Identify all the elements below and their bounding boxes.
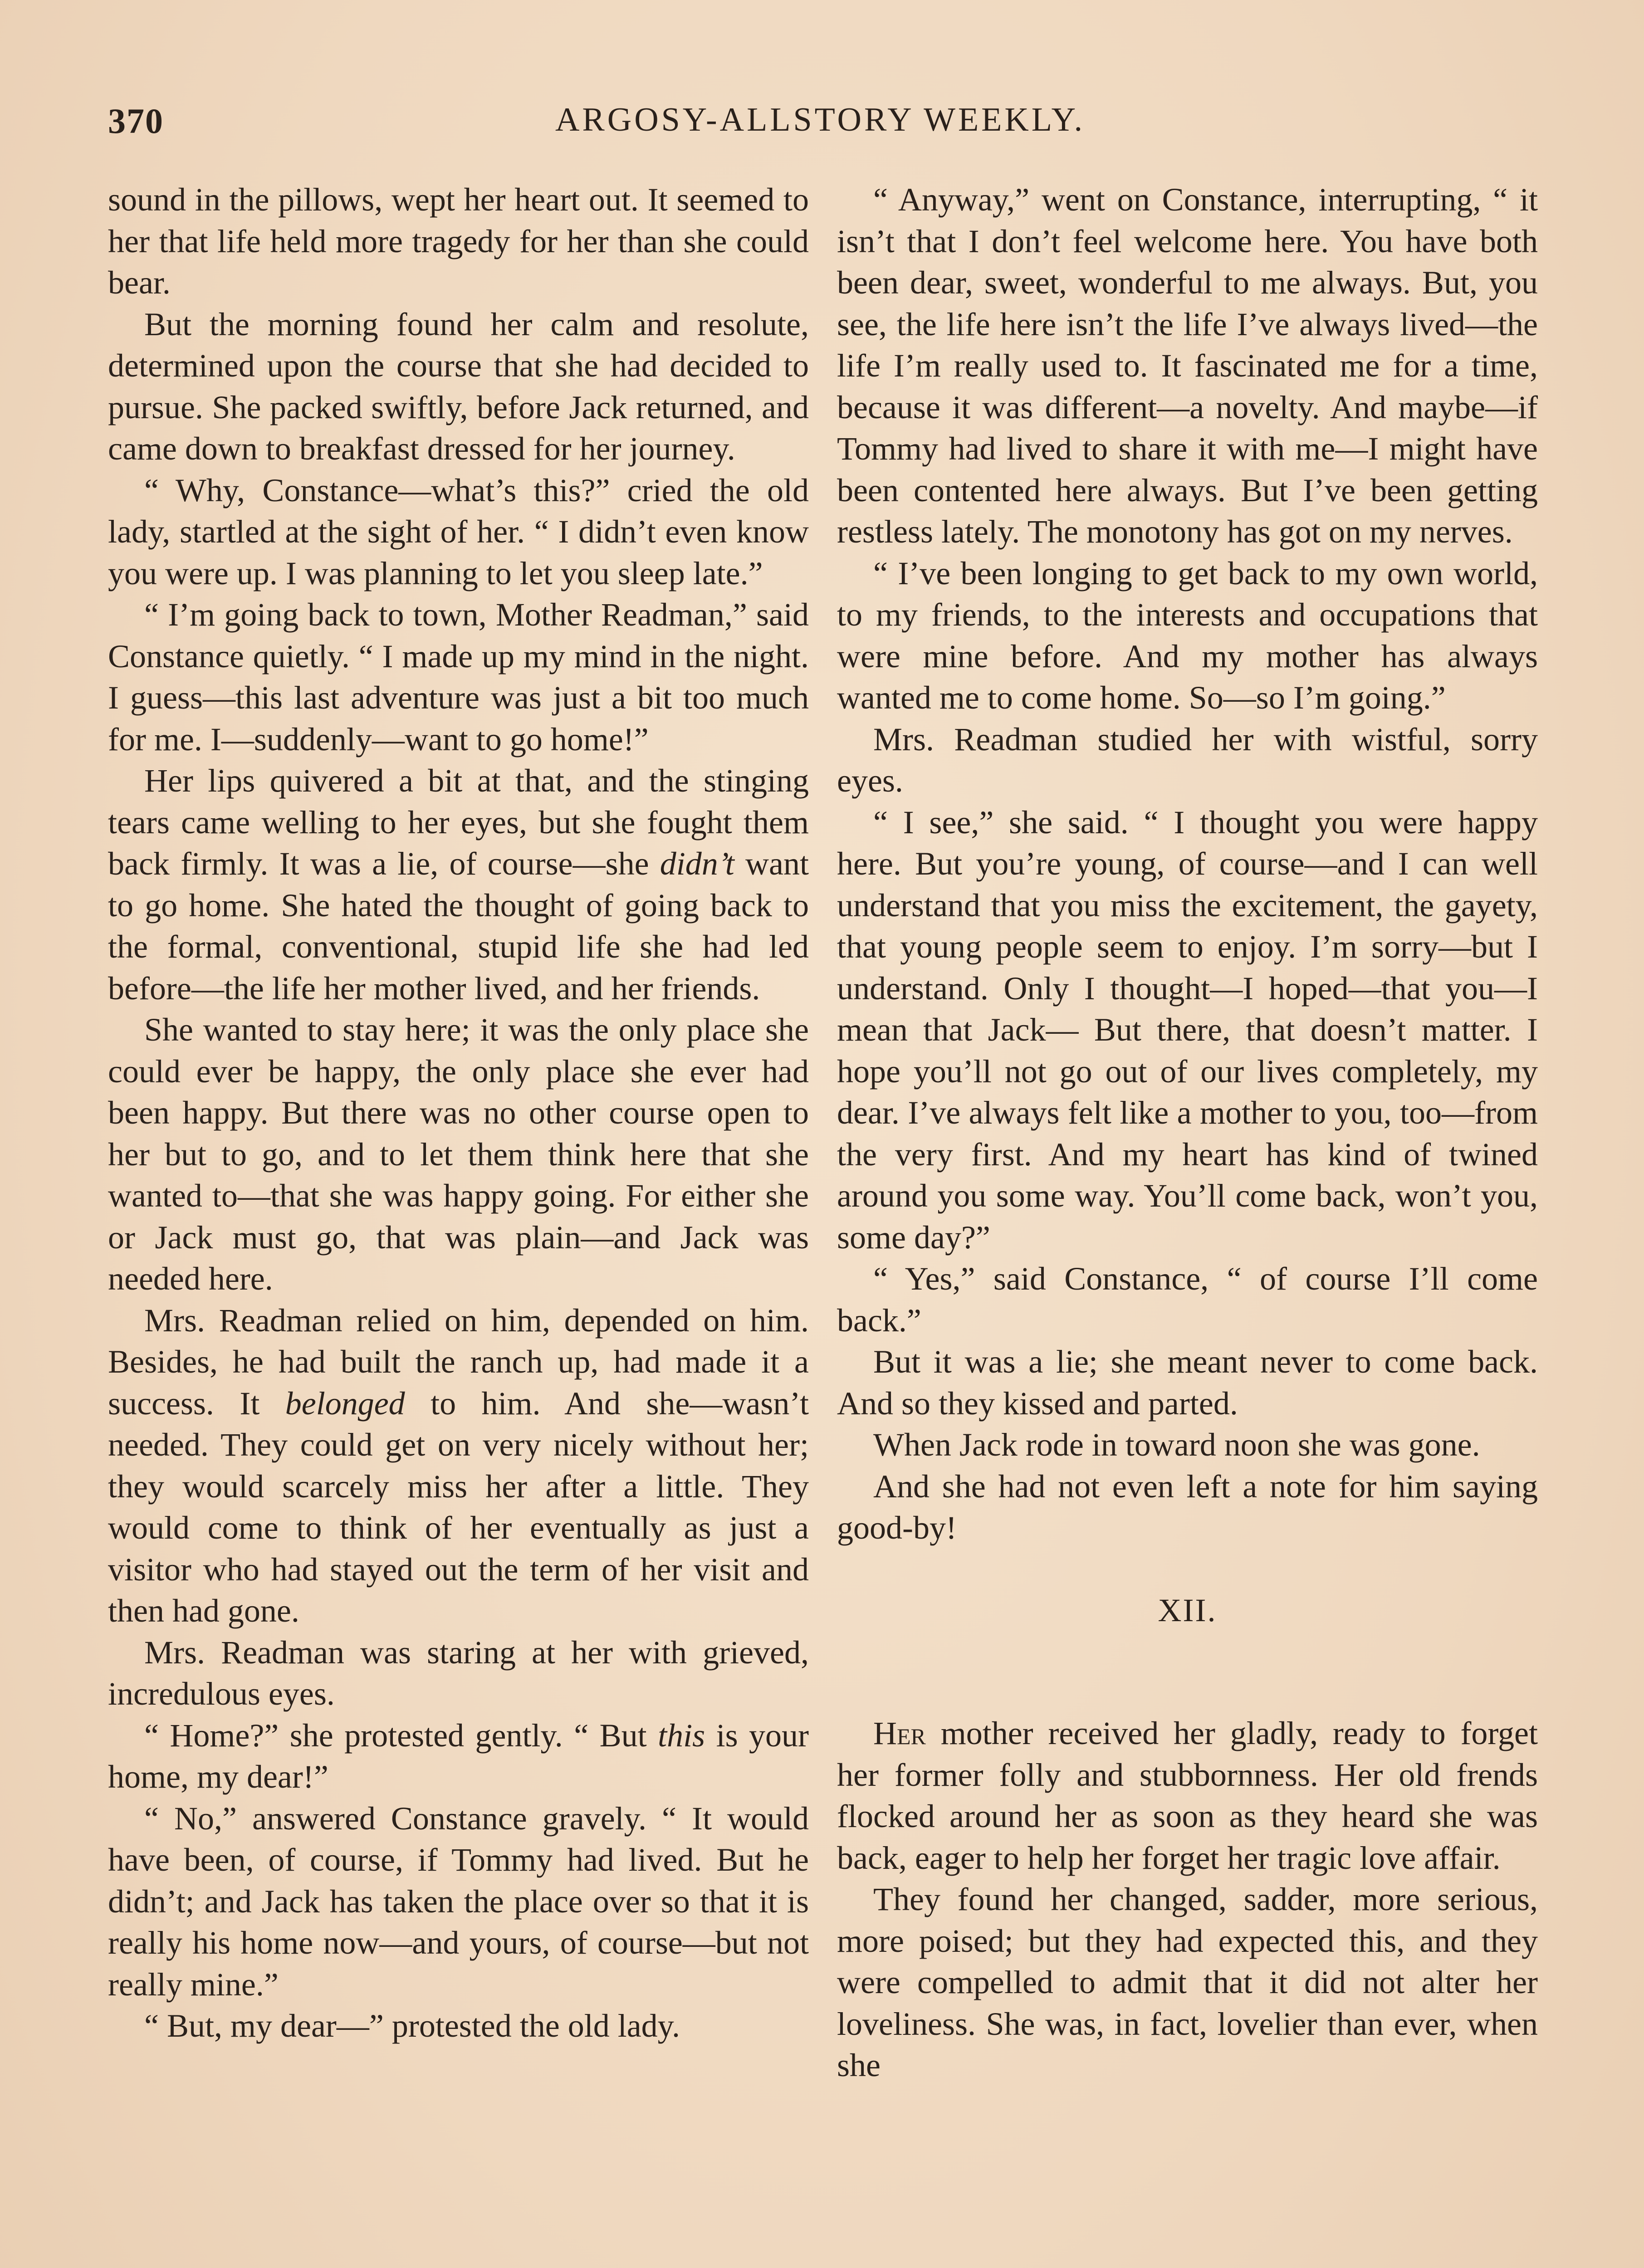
paragraph: They found her changed, sadder, more serious, more poised; but they had expected this, and they were compelled to admit that it did not alter her loveliness. She was, in fact, lovelier than ever, when she <box>837 1881 1538 2083</box>
page-number: 370 <box>108 101 164 141</box>
left-column <box>108 179 809 2047</box>
paragraph: When Jack rode in toward noon she was gone. <box>873 1427 1480 1463</box>
paragraph: “ No,” answered Constance gravely. “ It would have been, of course, if Tommy had lived. But he didn’t; and Jack has taken the place over so that it is really his home now—and yours, of course—but not really mine.” <box>108 1800 809 2003</box>
paragraph: Mrs. Readman was staring at her with grieved, incredulous eyes. <box>108 1634 809 1712</box>
paragraph <box>837 1713 1538 1879</box>
running-head: ARGOSY-ALLSTORY WEEKLY. <box>555 101 1086 138</box>
paragraph: “ I see,” she said. “ I thought you were happy here. But you’re young, of course—and I can well understand that you miss the excitement, the gayety, that young people seem to enjoy. I’m sorry—but I understand. Only I thought—I hoped—that you—I mean that Jack— But there, that doesn’t matter. I hope you’ll not go out of our lives completely, my dear. I’ve always felt like a mother to you, too—from the very first. And my heart has kind of twined around you some way. You’ll come back, won’t you, some day?” <box>837 804 1538 1256</box>
paragraph: Mrs. Readman relied on him, depended on him. Besides, he had built the ranch up, had made it a success. It belonged to him. And she—wasn’t needed. They could get on very nicely without her; they would scarcely miss her after a little. They would come to think of her eventually as just a visitor who had stayed out the term of her visit and then had gone. <box>108 1302 809 1629</box>
paragraph: “ I’m going back to town, Mother Readman,” said Constance quietly. “ I made up my mind in the night. I guess—this last adventure was just a bit too much for me. I—suddenly—want to go home!” <box>108 596 809 758</box>
right-column <box>837 179 1538 2087</box>
paragraph: Her lips quivered a bit at that, and the stinging tears came welling to her eyes, but she fought them back firmly. It was a lie, of course—she didn’t want to go home. She hated the thought of going back to the formal, conventional, stupid life she had led before—the life her mother lived, and her friends. <box>108 763 809 1007</box>
paragraph: But the morning found her calm and resolute, determined upon the course that she had decided to pursue. She packed swiftly, before Jack returned, and came down to breakfast dressed for her journey. <box>108 306 809 467</box>
paragraph: “ Yes,” said Constance, “ of course I’ll come back.” <box>837 1261 1538 1339</box>
paragraph: “ Home?” she protested gently. “ But this is your home, my dear!” <box>108 1717 809 1795</box>
paragraph: “ But, my dear—” protested the old lady. <box>144 2008 680 2044</box>
paragraph: “ Why, Constance—what’s this?” cried the old lady, startled at the sight of her. “ I didn’t even know you were up. I was planning to let you sleep late.” <box>108 472 809 591</box>
paragraph: She wanted to stay here; it was the only place she could ever be happy, the only place she ever had been happy. But there was no other course open to her but to go, and to let them think here that she wanted to—that she was happy going. For either she or Jack must go, that was plain—and Jack was needed here. <box>108 1012 809 1297</box>
paragraph: “ I’ve been longing to get back to my own world, to my friends, to the interests and occupations that were mine before. And my mother has always wanted me to come home. So—so I’m going.” <box>837 555 1538 716</box>
paragraph: And she had not even left a note for him saying good-by! <box>837 1468 1538 1546</box>
chapter-heading: XII. <box>1158 1592 1217 1628</box>
paragraph: Mrs. Readman studied her with wistful, sorry eyes. <box>837 721 1538 799</box>
paragraph: “ Anyway,” went on Constance, interrupting, “ it isn’t that I don’t feel welcome here. You have both been dear, sweet, wonderful to me always. But, you see, the life here isn’t the life I’ve always lived—the life I’m really used to. It fascinated me for a time, because it was different—a novelty. And maybe—if Tommy had lived to share it with me—I might have been contented here always. But I’ve been getting restless lately. The monotony has got on my nerves. <box>837 181 1538 550</box>
page-header <box>108 101 1532 151</box>
drop-word: Her <box>873 1715 926 1751</box>
paragraph: sound in the pillows, wept her heart out. It seemed to her that life held more tragedy for her than she could bear. <box>108 181 809 301</box>
paragraph: But it was a lie; she meant never to come back. And so they kissed and parted. <box>837 1344 1538 1422</box>
paragraph-text: mother received her gladly, ready to forget her former folly and stubbornness. Her old frends flocked around her as soon as they heard she was back, eager to help her forget her tragic love affair. <box>837 1715 1538 1876</box>
